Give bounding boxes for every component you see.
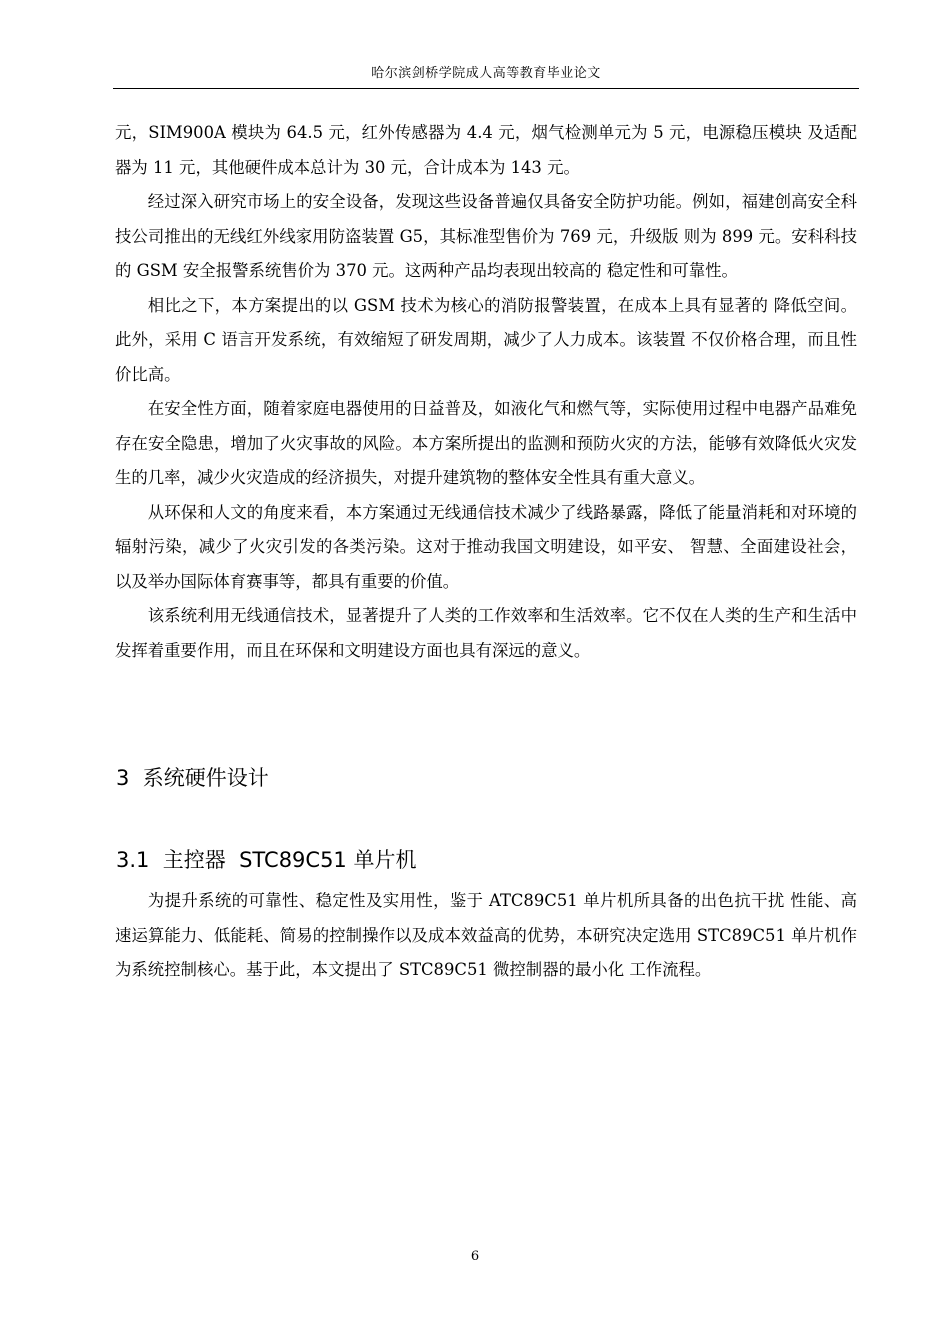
- page-number: 6: [470, 1249, 480, 1264]
- paragraph-environment: 从环保和人文的角度来看，本方案通过无线通信技术减少了线路暴露，降低了能量消耗和对环境的辐射污染，减少了火灾引发的各类污染。这对于推动我国文明建设，如平安、 智慧、全面建设社会，以及举办国际体育赛事等，都具有重要的价值。: [115, 502, 857, 591]
- section-heading: 3.1 主控器 STC89C51 单片机: [116, 848, 417, 872]
- header-divider: [113, 88, 859, 89]
- paragraph-controller-choice: 为提升系统的可靠性、稳定性及实用性，鉴于 ATC89C51 单片机所具备的出色抗干扰 性能、高速运算能力、低能耗、简易的控制操作以及成本效益高的优势，本研究决定选用 STC89C51 单片机作为系统控制核心。基于此，本文提出了 STC89C51 微控制器的最小化 工作流程。: [115, 891, 857, 979]
- body-text-top: [115, 116, 857, 668]
- paragraph-cost-advantage: 相比之下，本方案提出的以 GSM 技术为核心的消防报警装置，在成本上具有显著的 降低空间。此外，采用 C 语言开发系统，有效缩短了研发周期，减少了人力成本。该装置 不仅价格合理，而且性价比高。: [115, 295, 857, 384]
- page-header: 哈尔滨剑桥学院成人高等教育毕业论文: [371, 66, 601, 81]
- paragraph-cost-continuation: 元，SIM900A 模块为 64.5 元，红外传感器为 4.4 元，烟气检测单元为 5 元，电源稳压模块 及适配器为 11 元，其他硬件成本总计为 30 元，合计成本为 143 元。: [115, 123, 857, 177]
- paragraph-safety: 在安全性方面，随着家庭电器使用的日益普及，如液化气和燃气等，实际使用过程中电器产品难免存在安全隐患，增加了火灾事故的风险。本方案所提出的监测和预防火灾的方法，能够有效降低火灾发生的几率，减少火灾造成的经济损失，对提升建筑物的整体安全性具有重大意义。: [115, 399, 857, 487]
- paragraph-market-comparison: 经过深入研究市场上的安全设备，发现这些设备普遍仅具备安全防护功能。例如，福建创高安全科技公司推出的无线红外线家用防盗装置 G5，其标准型售价为 769 元，升级版 则为 899 元。安科科技的 GSM 安全报警系统售价为 370 元。这两种产品均表现出较高的 稳定性和可靠性。: [115, 192, 857, 280]
- chapter-heading: 3 系统硬件设计: [116, 766, 269, 790]
- paragraph-efficiency: 该系统利用无线通信技术，显著提升了人类的工作效率和生活效率。它不仅在人类的生产和生活中发挥着重要作用，而且在环保和文明建设方面也具有深远的意义。: [115, 606, 857, 660]
- body-text-bottom: [115, 884, 857, 988]
